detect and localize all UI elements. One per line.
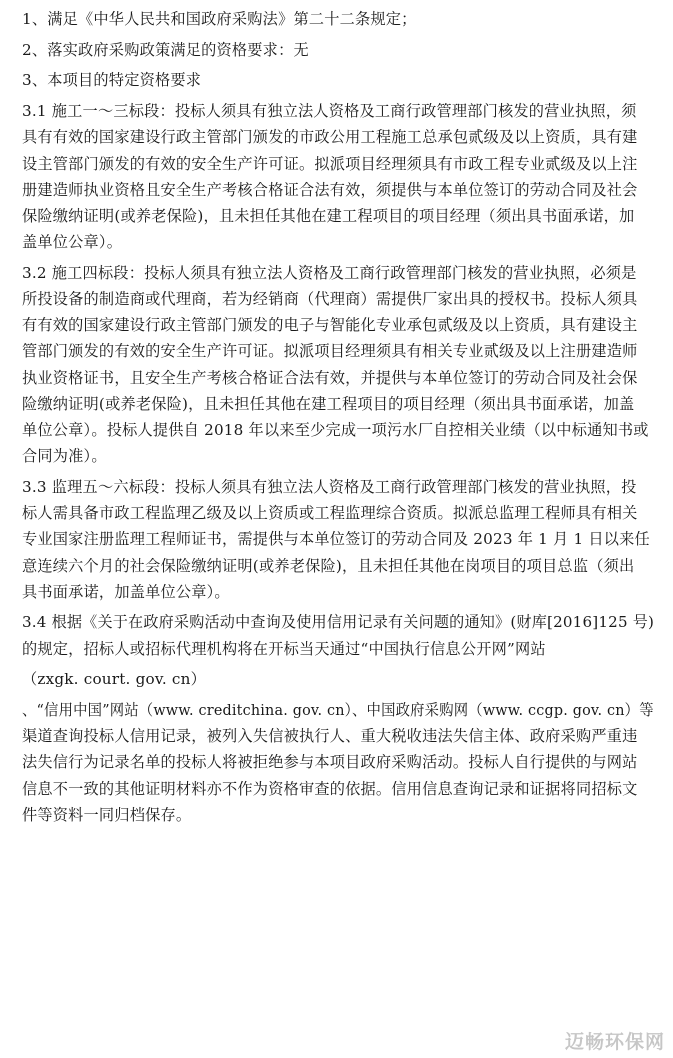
text-line: 信息不一致的其他证明材料亦不作为资格审查的依据。信用信息查询记录和证据将同招标文 [22, 779, 638, 798]
paragraph-p34 [22, 609, 654, 661]
text-line: 专业国家注册监理工程师证书，需提供与本单位签订的劳动合同及 2023 年 1 月 1 日以来任 [22, 530, 650, 549]
text-line: 3.2 施工四标段：投标人须具有独立法人资格及工商行政管理部门核发的营业执照，必须是 [22, 263, 637, 282]
text-line: 设主管部门颁发的有效的安全生产许可证。拟派项目经理须具有市政工程专业贰级及以上注 [22, 154, 638, 173]
text-line: 法失信行为记录名单的投标人将被拒绝参与本项目政府采购活动。投标人自行提供的与网站 [22, 753, 638, 772]
text-line: 、“信用中国”网站（www. creditchina. gov. cn）、中国政府采购网（www. ccgp. gov. cn）等 [22, 701, 654, 720]
text-line: 3、本项目的特定资格要求 [22, 71, 202, 90]
text-line: 件等资料一同归档保存。 [22, 805, 192, 824]
text-line: 3.4 根据《关于在政府采购活动中查询及使用信用记录有关问题的通知》(财库[2016]125 号) [22, 613, 655, 632]
text-line: 所投设备的制造商或代理商，若为经销商（代理商）需提供厂家出具的授权书。投标人须具 [22, 290, 638, 309]
text-line: 的规定，招标人或招标代理机构将在开标当天通过“中国执行信息公开网”网站 [22, 639, 546, 658]
text-line: 具书面承诺，加盖单位公章）。 [22, 582, 230, 601]
text-line: 险缴纳证明(或养老保险)，且未担任其他在建工程项目的项目经理（须出具书面承诺，加盖 [22, 394, 635, 413]
text-line: 1、满足《中华人民共和国政府采购法》第二十二条规定； [22, 10, 417, 28]
text-line: 有有效的国家建设行政主管部门颁发的电子与智能化专业承包贰级及以上资质，具有建设主 [22, 316, 638, 335]
watermark-logo: 迈畅环保网 [564, 1031, 665, 1053]
document-body [22, 6, 654, 833]
text-line: 具有有效的国家建设行政主管部门颁发的市政公用工程施工总承包贰级及以上资质，具有建 [22, 128, 638, 147]
paragraph-p2 [22, 37, 654, 63]
text-line: 执业资格证书，且安全生产考核合格证合法有效，并提供与本单位签订的劳动合同及社会保 [22, 368, 638, 387]
text-line: 保险缴纳证明(或养老保险)，且未担任其他在建工程项目的项目经理（须出具书面承诺，加 [22, 206, 635, 225]
paragraph-p1 [22, 6, 654, 32]
text-line: 单位公章）。投标人提供自 2018 年以来至少完成一项污水厂自控相关业绩（以中标通知书或 [22, 421, 649, 440]
text-line: 2、落实政府采购政策满足的资格要求：无 [22, 40, 309, 59]
text-line: 标人需具备市政工程监理乙级及以上资质或工程监理综合资质。拟派总监理工程师具有相关 [22, 504, 638, 523]
text-line: （zxgk. court. gov. cn） [22, 670, 206, 689]
text-line: 盖单位公章）。 [22, 233, 123, 252]
text-line: 意连续六个月的社会保险缴纳证明(或养老保险)，且未担任其他在岗项目的项目总监（须出 [22, 556, 635, 575]
paragraph-p33 [22, 474, 654, 605]
text-line: 管部门颁发的有效的安全生产许可证。拟派项目经理须具有相关专业贰级及以上注册建造师 [22, 342, 638, 361]
paragraph-p3 [22, 67, 654, 93]
paragraph-p35 [22, 666, 654, 692]
text-line: 3.1 施工一～三标段：投标人须具有独立法人资格及工商行政管理部门核发的营业执照，须 [22, 102, 637, 121]
paragraph-p31 [22, 98, 654, 255]
text-line: 渠道查询投标人信用记录，被列入失信被执行人、重大税收违法失信主体、政府采购严重违 [22, 727, 638, 746]
paragraph-p32 [22, 260, 654, 470]
text-line: 册建造师执业资格且安全生产考核合格证合法有效，须提供与本单位签订的劳动合同及社会 [22, 180, 638, 199]
text-line: 合同为准）。 [22, 447, 107, 466]
text-line: 3.3 监理五～六标段：投标人须具有独立法人资格及工商行政管理部门核发的营业执照，投 [22, 477, 637, 496]
paragraph-p36 [22, 697, 654, 828]
